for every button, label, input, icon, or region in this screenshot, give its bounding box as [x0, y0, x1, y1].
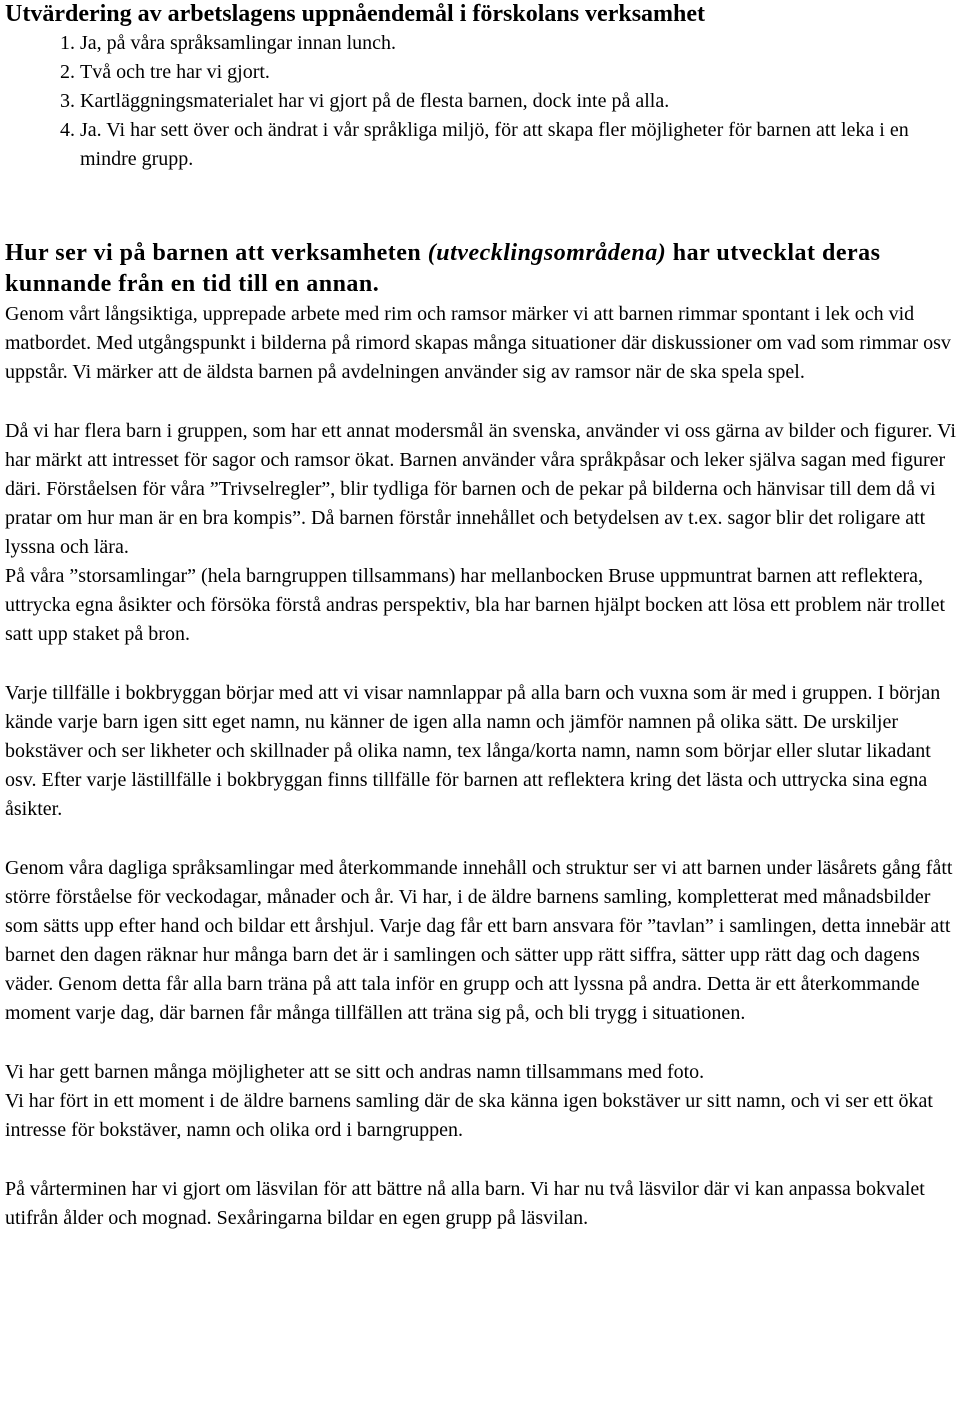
goal-item-4: 4. Ja. Vi har sett över och ändrat i vår språkliga miljö, för att skapa fler möjligheter för barnen att leka i en mindre grupp.: [80, 116, 960, 174]
section-heading-text-start: Hur ser vi på barnen att verksamheten: [5, 240, 428, 266]
paragraph-rhymes: Genom vårt långsiktiga, upprepade arbete med rim och ramsor märker vi att barnen rimmar spontant i lek och vid matbordet. Med utgångspunkt i bilderna på rimord skapas många situationer där diskussioner om vad som rimmar osv uppstår. Vi märker att de äldsta barnen på avdelningen använder sig av ramsor när de ska spela spel.: [5, 303, 951, 383]
goal-list: [5, 29, 960, 174]
section-heading-italic: (utvecklingsområdena): [427, 240, 667, 266]
paragraph-letters: Vi har fört in ett moment i de äldre barnens samling där de ska känna igen bokstäver ur sitt namn, och vi ser ett ökat intresse för bokstäver, namn och olika ord i barngruppen.: [5, 1090, 933, 1141]
document-title: Utvärdering av arbetslagens uppnåendemål i förskolans verksamhet: [5, 1, 706, 27]
section-heading-text-end: har utvecklat deras kunnande från en tid till en annan.: [5, 240, 881, 297]
section-heading: [5, 238, 960, 300]
paragraph-pictures-figures: Då vi har flera barn i gruppen, som har ett annat modersmål än svenska, använder vi oss gärna av bilder och figurer. Vi har märkt att intresset för sagor och ramsor ökat. Barnen använder våra språkpåsar och leker själva sagan med figurer däri. Förståelsen för våra ”Trivselregler”, blir tydliga för barnen och de pekar på bilderna och hänvisar till dem då vi pratar om hur man är en bra kompis”. Då barnen förstår innehållet och betydelsen av t.ex. sagor blir det roligare att lyssna och lära.: [5, 420, 956, 558]
goal-item-1: 1. Ja, på våra språksamlingar innan lunch.: [80, 29, 960, 58]
paragraph-bokbryggan: Varje tillfälle i bokbryggan börjar med att vi visar namnlappar på alla barn och vuxna som är med i gruppen. I början kände varje barn igen sitt eget namn, nu känner de igen alla namn och jämför namnen på olika sätt. De urskiljer bokstäver och ser likheter och skillnader på olika namn, tex långa/korta namn, namn som börjar eller slutar likadant osv. Efter varje lästillfälle i bokbryggan finns tillfälle för barnen att reflektera kring det lästa och uttrycka sina egna åsikter.: [5, 682, 941, 820]
paragraph-sprakssamlingar: Genom våra dagliga språksamlingar med återkommande innehåll och struktur ser vi att barnen under läsårets gång fått större förståelse för veckodagar, månader och år. Vi har, i de äldre barnens samling, kompletterat med månadsbilder som sätts upp efter hand och bildar ett årshjul. Varje dag får ett barn ansvara för ”tavlan” i samlingen, detta innebär att barnet den dagen räknar hur många barn det är i samlingen och sätter upp rätt siffra, sätter upp rätt dag och dagens väder. Genom detta får alla barn träna på att tala inför en grupp och att lyssna på andra. Detta är ett återkommande moment varje dag, där barnen får många tillfällen att träna sig på, och bli trygg i situationen.: [5, 857, 953, 1024]
paragraph-names-photo: Vi har gett barnen många möjligheter att se sitt och andras namn tillsammans med foto.: [5, 1061, 705, 1083]
paragraph-lasvila: På vårterminen har vi gjort om läsvilan för att bättre nå alla barn. Vi har nu två läsvilor där vi kan anpassa bokvalet utifrån ålder och mognad. Sexåringarna bildar en egen grupp på läsvilan.: [5, 1178, 925, 1229]
paragraph-storsamlingar: På våra ”storsamlingar” (hela barngruppen tillsammans) har mellanbocken Bruse uppmuntrat barnen att reflektera, uttrycka egna åsikter och försöka förstå andras perspektiv, bla har barnen hjälpt bocken att lösa ett problem när trollet satt upp staket på bron.: [5, 565, 946, 645]
goal-item-2: 2. Två och tre har vi gjort.: [80, 58, 960, 87]
goal-item-3: 3. Kartläggningsmaterialet har vi gjort på de flesta barnen, dock inte på alla.: [80, 87, 960, 116]
